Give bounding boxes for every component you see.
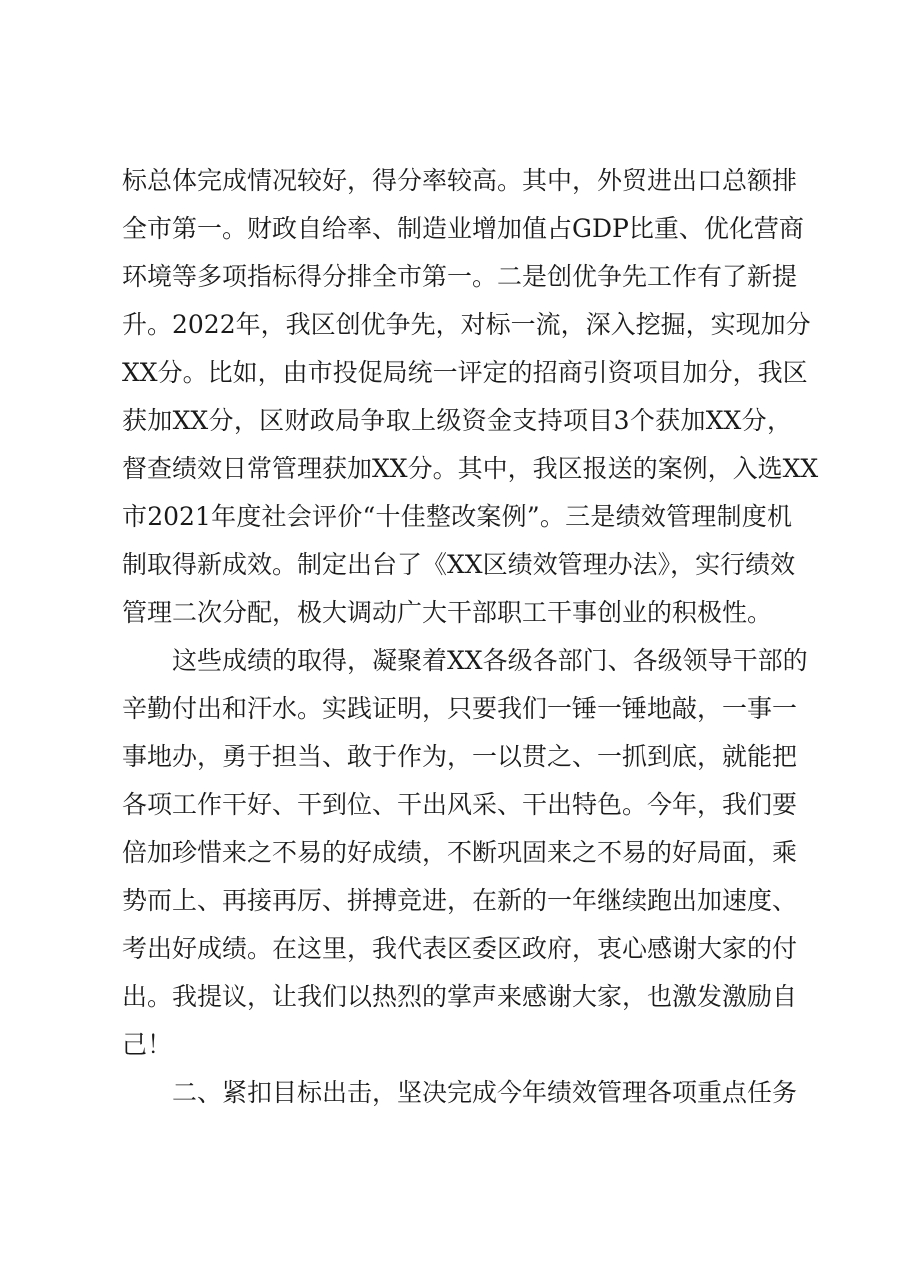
body-text-line: 环境等多项指标得分排全市第一。二是创优争先工作有了新提 (122, 262, 798, 291)
body-text-line: XX分。比如，由市投促局统一评定的招商引资项目加分，我区 (122, 358, 808, 387)
body-text-line: 全市第一。财政自给率、制造业增加值占GDP比重、优化营商 (122, 214, 804, 243)
body-text-line: 制取得新成效。制定出台了《XX区绩效管理办法》，实行绩效 (122, 550, 796, 579)
section-heading: 二、紧扣目标出击，坚决完成今年绩效管理各项重点任务 (172, 1078, 798, 1107)
body-text-line: 倍加珍惜来之不易的好成绩，不断巩固来之不易的好局面，乘 (122, 838, 798, 867)
paragraph-first-line: 这些成绩的取得，凝聚着XX各级各部门、各级领导干部的 (172, 646, 808, 675)
body-text-line: 市2021年度社会评价“十佳整改案例”。三是绩效管理制度机 (122, 502, 792, 531)
body-text-line: 各项工作干好、干到位、干出风采、干出特色。今年，我们要 (122, 790, 798, 819)
body-text-line: 标总体完成情况较好，得分率较高。其中，外贸进出口总额排 (122, 166, 798, 195)
body-text-line: 升。2022年，我区创优争先，对标一流，深入挖掘，实现加分 (122, 310, 811, 339)
body-text-line: 管理二次分配，极大调动广大干部职工干事创业的积极性。 (122, 598, 773, 627)
body-text-line: 事地办，勇于担当、敢于作为，一以贯之、一抓到底，就能把 (122, 742, 798, 771)
body-text-line: 督查绩效日常管理获加XX分。其中，我区报送的案例，入选XX (122, 454, 819, 483)
body-text-line: 己！ (122, 1030, 173, 1059)
body-text-line: 获加XX分，区财政局争取上级资金支持项目3个获加XX分， (122, 406, 792, 435)
body-text-line: 辛勤付出和汗水。实践证明，只要我们一锤一锤地敲，一事一 (122, 694, 798, 723)
body-text-line: 出。我提议，让我们以热烈的掌声来感谢大家，也激发激励自 (122, 982, 798, 1011)
body-text-line: 考出好成绩。在这里，我代表区委区政府，衷心感谢大家的付 (122, 934, 798, 963)
body-text-line: 势而上、再接再厉、拼搏竞进，在新的一年继续跑出加速度、 (122, 886, 798, 915)
